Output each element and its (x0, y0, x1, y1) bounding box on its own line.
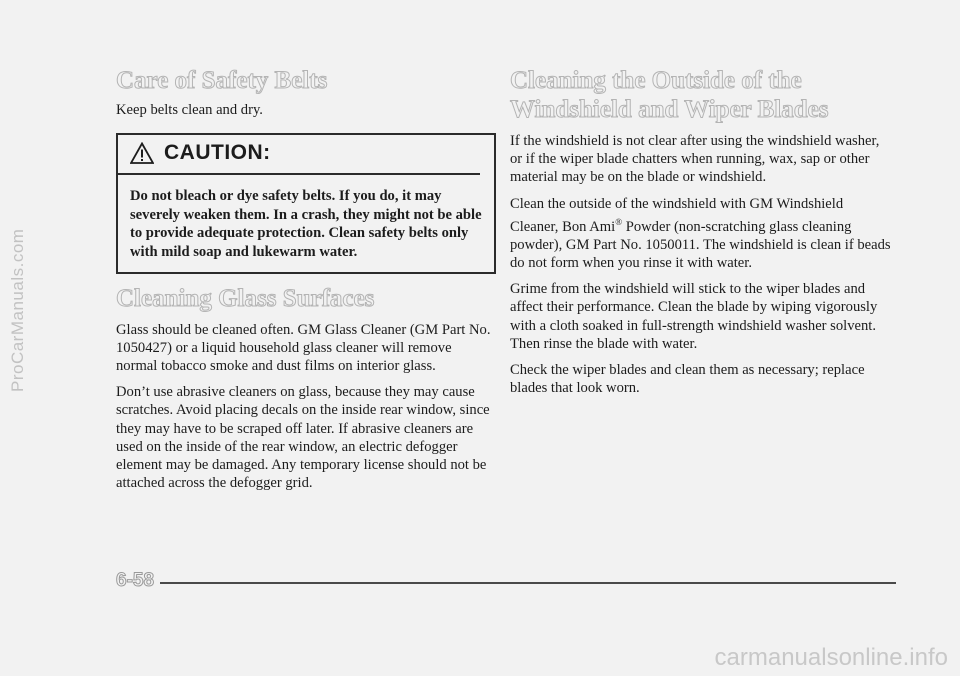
right-column (510, 66, 895, 406)
windshield-paragraph-2-part-a: Clean the outside of the windshield with GM Windshield Cleaner, Bon Ami (510, 195, 844, 235)
windshield-paragraph-2-part-b: Powder (non-scratching glass cleaning powder), GM Part No. 1050011. The windshield is clean if beads do not form when you rinse it with water. (510, 218, 891, 272)
heading-cleaning-outside-line1: Cleaning the Outside of the (510, 67, 802, 94)
caution-header (118, 135, 480, 175)
windshield-paragraph-3: Grime from the windshield will stick to the wiper blades and affect their performance. Clean the blade by wiping vigorously with a cloth soaked in full-strength windshield washer solvent. Then rinse the blade with water. (510, 281, 878, 352)
heading-cleaning-outside-line2: Windshield and Wiper Blades (510, 96, 829, 123)
windshield-paragraph-4: Check the wiper blades and clean them as necessary; replace blades that look worn. (510, 362, 865, 397)
glass-paragraph-1: Glass should be cleaned often. GM Glass Cleaner (GM Part No. 1050427) or a liquid household glass cleaner will remove normal tobacco smoke and dust films on interior glass. (116, 321, 491, 374)
caution-title: CAUTION: (164, 141, 271, 165)
page-footer (116, 570, 896, 592)
heading-cleaning-glass-surfaces: Cleaning Glass Surfaces (116, 284, 375, 312)
left-column (116, 66, 496, 500)
heading-care-of-safety-belts: Care of Safety Belts (116, 67, 328, 94)
warning-triangle-icon (130, 142, 154, 164)
windshield-paragraph-1: If the windshield is not clear after using the windshield washer, or if the wiper blade chatters when running, wax, sap or other material may be on the blade or windshield. (510, 133, 880, 186)
caution-body: Do not bleach or dye safety belts. If you do, it may severely weaken them. In a crash, they might not be able to provide adequate protection. Clean safety belts only with mild soap and lukewarm water. (130, 188, 482, 260)
windshield-paragraph-2 (510, 195, 895, 273)
caution-box (116, 133, 496, 273)
footer-rule (160, 582, 896, 584)
glass-paragraph-2: Don’t use abrasive cleaners on glass, because they may cause scratches. Avoid placing decals on the inside rear window, since they may have to be scraped off later. If abrasive cleaners are used on the inside of the rear window, an electric defogger element may be damaged. Any temporary license should not be attached across the defogger grid. (116, 384, 490, 492)
watermark-procarmanuals: ProCarManuals.com (8, 228, 27, 392)
registered-mark: ® (615, 216, 623, 227)
watermark-carmanualsonline: carmanualsonline.info (714, 644, 948, 671)
keep-belts-text: Keep belts clean and dry. (116, 102, 263, 118)
page-number: 6-58 (116, 570, 155, 591)
